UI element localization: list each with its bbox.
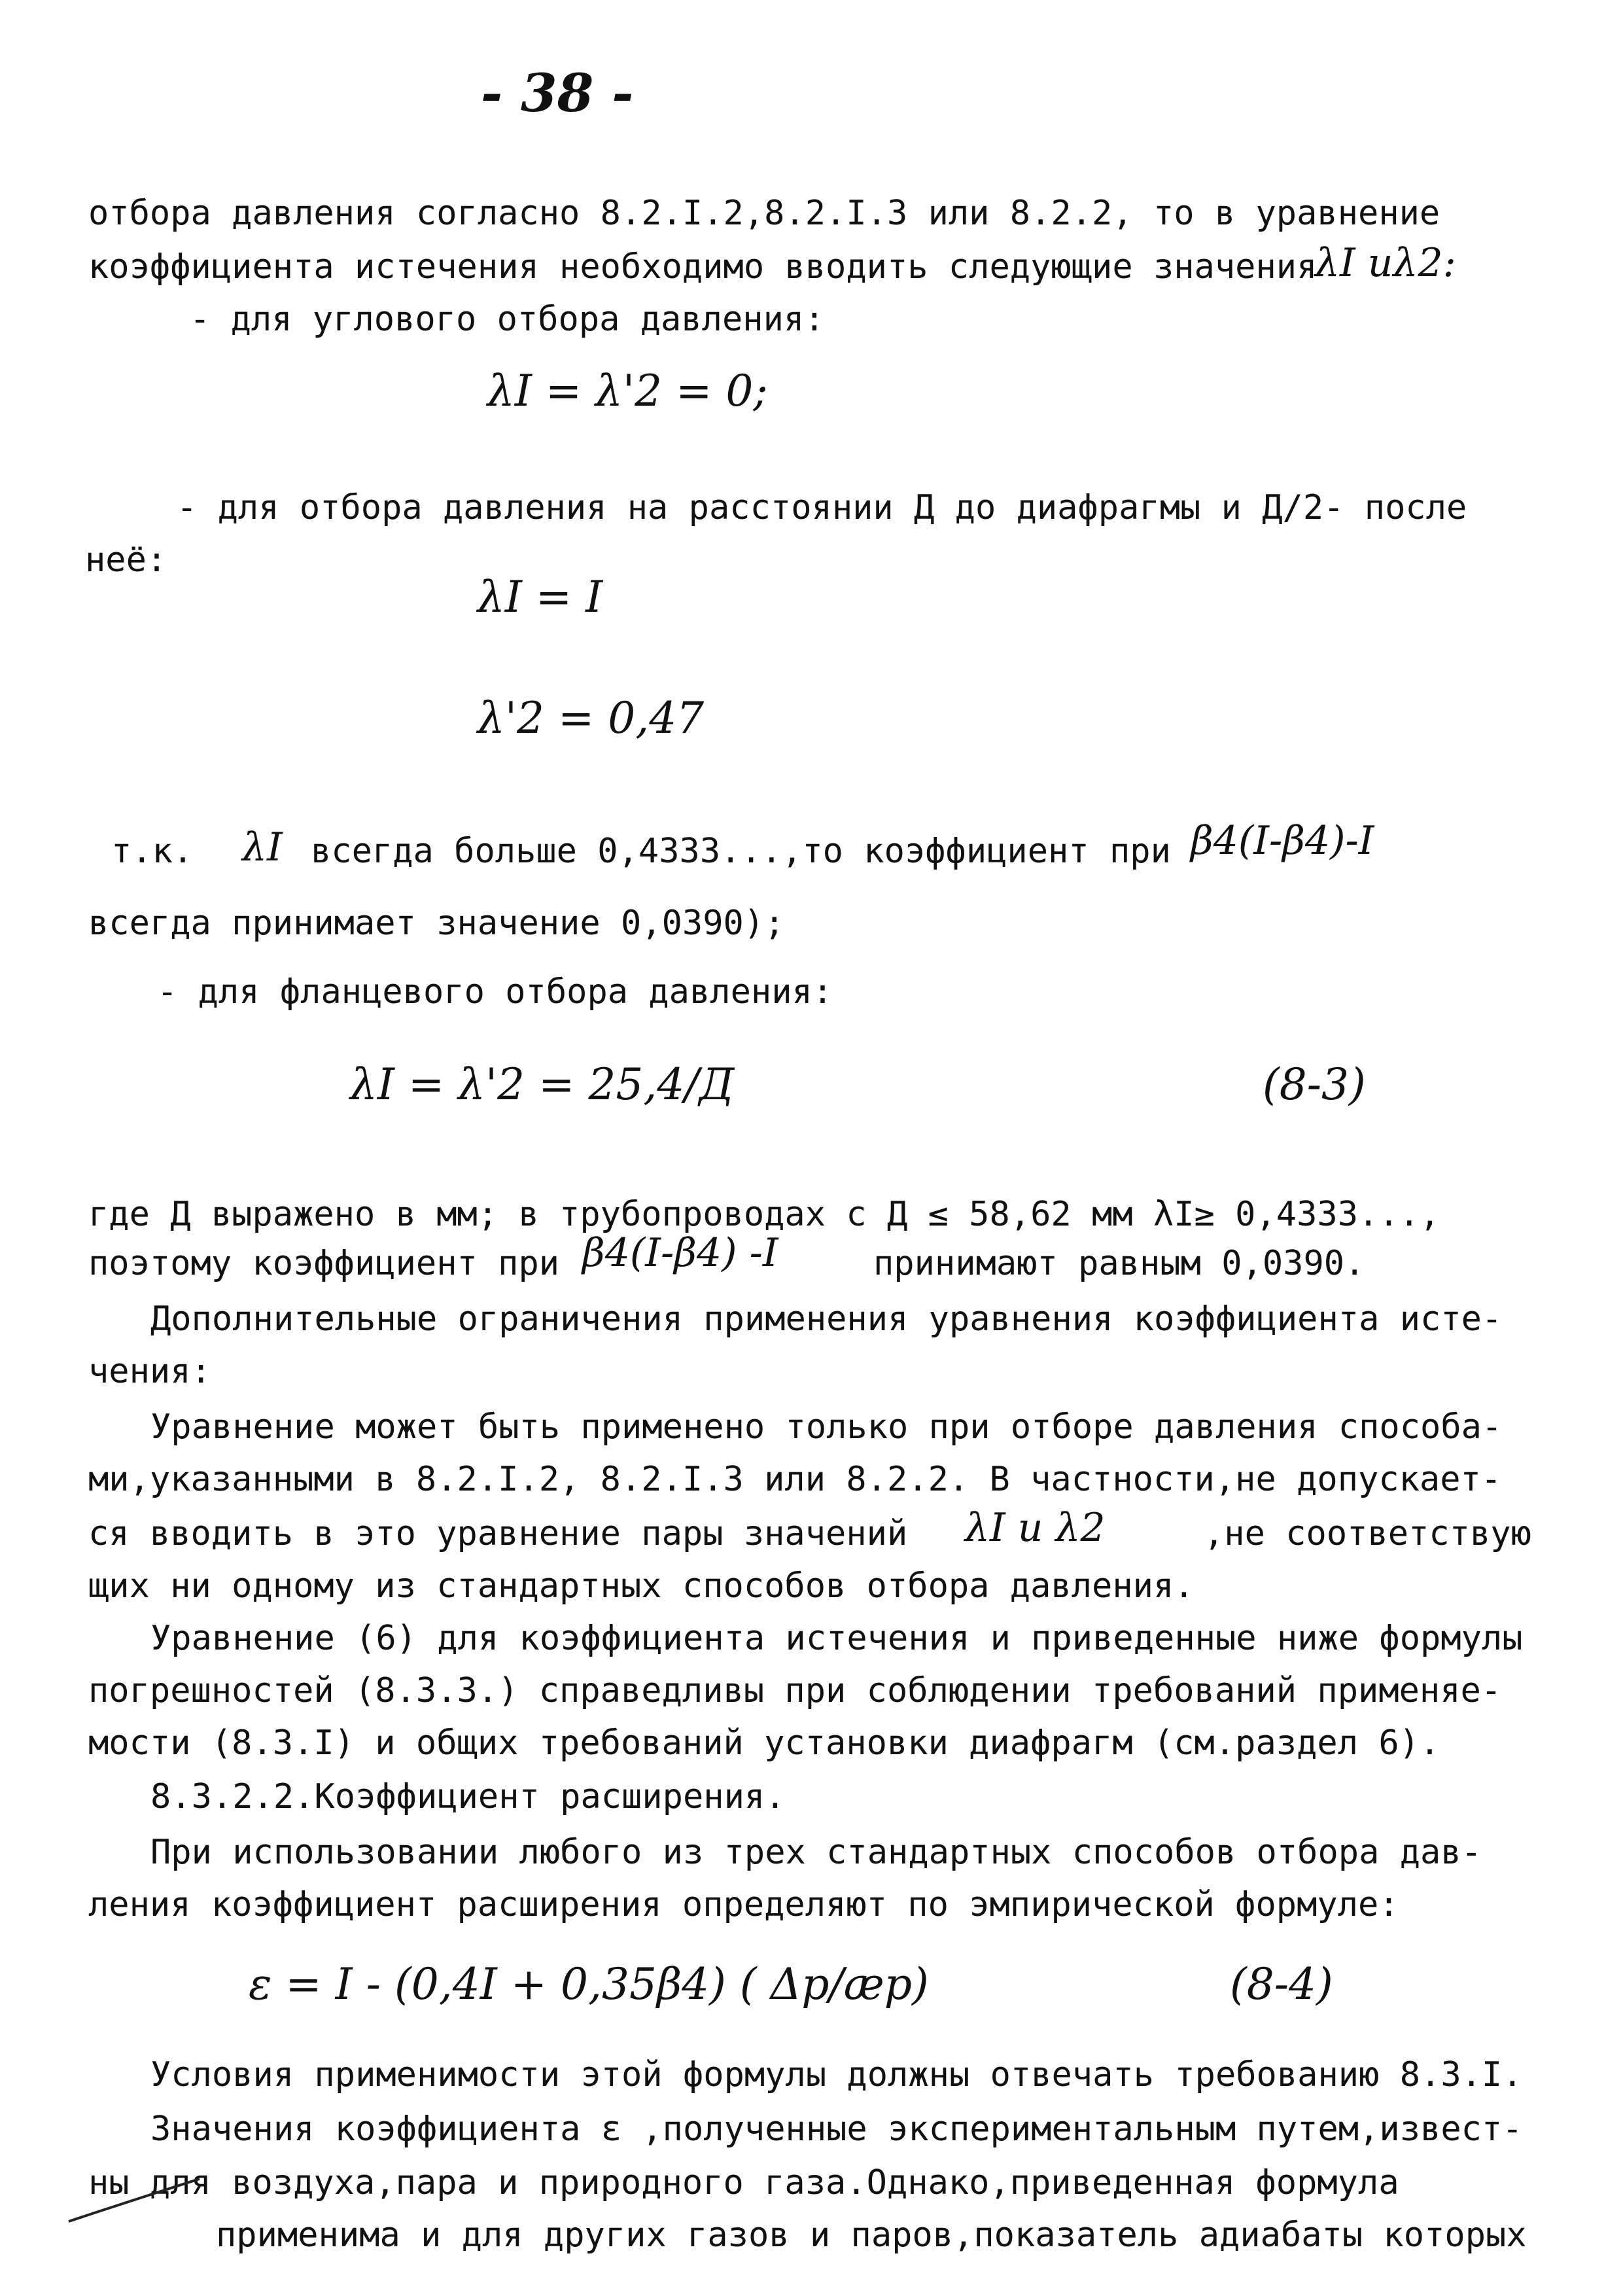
formula-inline: β4(I-β4)-I [1191, 818, 1374, 864]
lambda-label: λI и λ2 [965, 1505, 1106, 1551]
lambda-label: λI иλ2: [1315, 240, 1456, 286]
text-line: неё: [85, 540, 167, 580]
pen-stroke-mark [65, 2169, 209, 2228]
text-line: ми,указанными в 8.2.I.2, 8.2.I.3 или 8.2.2. В частности,не допускает- [88, 1460, 1502, 1499]
formula-line: λI = λ'2 = 0; [487, 366, 768, 416]
text-line: всегда больше 0,4333...,то коэффициент при [311, 832, 1171, 871]
text-line: Уравнение может быть применено только при отборе давления способа- [150, 1407, 1503, 1447]
text-line: где Д выражено в мм; в трубопроводах с Д ≤ 58,62 мм λI≥ 0,4333..., [88, 1195, 1440, 1234]
text-line: ся вводить в это уравнение пары значений [88, 1514, 908, 1553]
text-line: - для отбора давления на расстоянии Д до диафрагмы и Д/2- после [177, 488, 1467, 527]
text-line: Условия применимости этой формулы должны отвечать требованию 8.3.I. [150, 2055, 1523, 2094]
text-line: чения: [88, 1352, 211, 1391]
lambda-label: λI [242, 824, 283, 870]
text-line: Значения коэффициента ε ,полученные экспериментальным путем,извест- [150, 2110, 1523, 2149]
text-line: т.к. [111, 832, 194, 871]
text-line: Уравнение (6) для коэффициента истечения и приведенные ниже формулы [150, 1619, 1523, 1658]
text-line: ления коэффициент расширения определяют по эмпирической формуле: [88, 1885, 1399, 1924]
text-line: Дополнительные ограничения применения уравнения коэффициента исте- [150, 1299, 1503, 1339]
formula-line: λI = I [478, 572, 603, 622]
formula-number: (8-3) [1263, 1059, 1366, 1110]
text-line: всегда принимает значение 0,0390); [88, 904, 785, 943]
formula-number: (8-4) [1230, 1959, 1333, 2009]
text-line: - для углового отбора давления: [190, 300, 825, 339]
text-line: поэтому коэффициент при [88, 1244, 560, 1283]
section-heading: 8.3.2.2.Коэффициент расширения. [150, 1777, 786, 1816]
formula-line: λI = λ'2 = 25,4/Д [350, 1059, 735, 1110]
page-number: - 38 - [481, 62, 634, 124]
text-line: ны для воздуха,пара и природного газа.Однако,приведенная формула [88, 2163, 1399, 2202]
text-line: При использовании любого из трех стандартных способов отбора дав- [150, 1833, 1482, 1872]
text-line: щих ни одному из стандартных способов отбора давления. [88, 1566, 1195, 1606]
formula-line: λ'2 = 0,47 [478, 693, 705, 743]
text-line: принимают равным 0,0390. [873, 1244, 1365, 1283]
text-line: - для фланцевого отбора давления: [157, 972, 833, 1012]
text-line: ,не соответствую [1204, 1514, 1531, 1553]
text-line: погрешностей (8.3.3.) справедливы при соблюдении требований применяе- [88, 1671, 1502, 1710]
text-line: коэффициента истечения необходимо вводить следующие значения [88, 247, 1318, 287]
formula-inline: β4(I-β4) -I [582, 1230, 778, 1276]
text-line: отбора давления согласно 8.2.I.2,8.2.I.3 или 8.2.2, то в уравнение [88, 194, 1440, 233]
formula-line: ε = I - (0,4I + 0,35β4) ( Δp/æp) [249, 1959, 929, 2009]
text-line: применима и для других газов и паров,показатель адиабаты которых [216, 2216, 1527, 2255]
text-line: мости (8.3.I) и общих требований установки диафрагм (см.раздел 6). [88, 1723, 1440, 1763]
